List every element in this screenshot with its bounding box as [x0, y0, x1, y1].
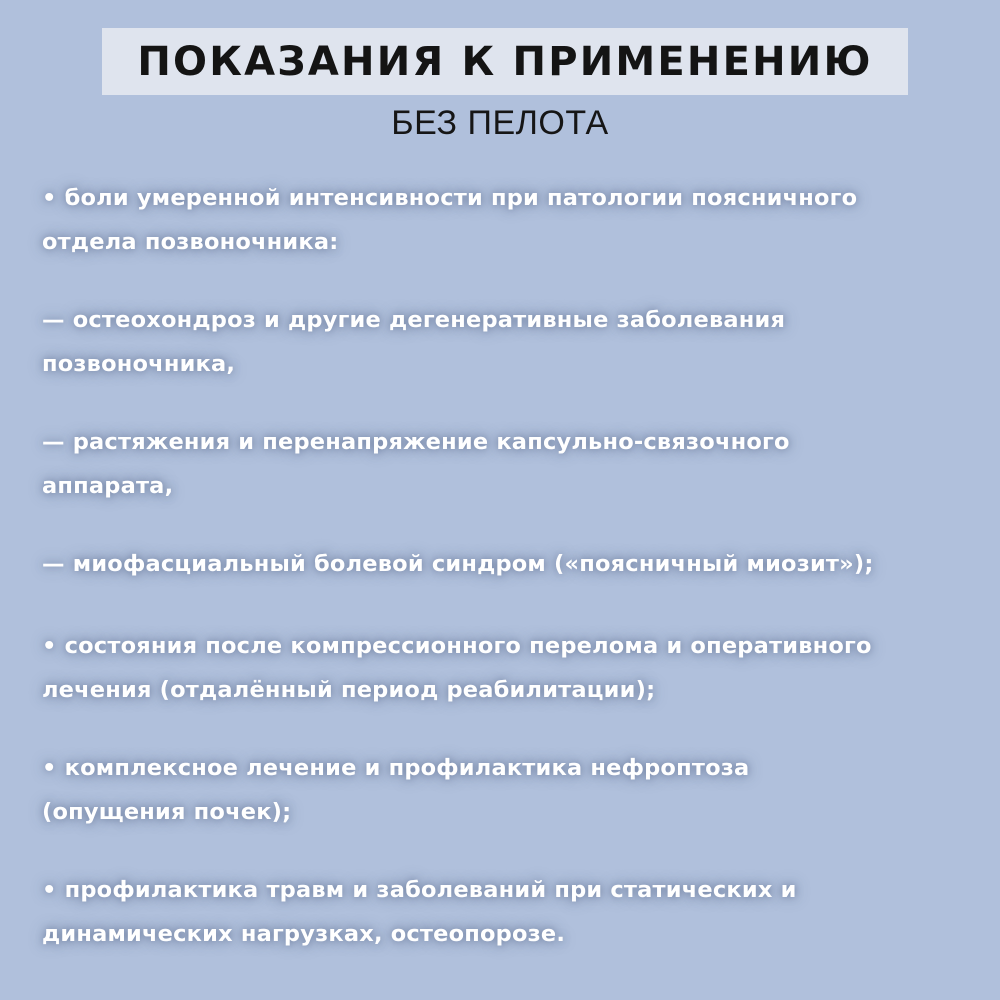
indication-item-myofascial: — миофасциальный болевой синдром («поясничный миозит»);	[42, 551, 874, 577]
indication-item-prevention: • профилактика травм и заболеваний при статических и динамических нагрузках, остеопорозе.	[42, 877, 797, 947]
indication-item-osteochondrosis: — остеохондроз и другие дегенеративные заболевания позвоночника,	[42, 307, 786, 377]
indication-item-sprains: — растяжения и перенапряжение капсульно-связочного аппарата,	[42, 429, 790, 499]
title-banner	[102, 28, 908, 95]
indication-item-pain: • боли умеренной интенсивности при патологии поясничного отдела позвоночника:	[42, 185, 858, 255]
indication-item-nephroptosis: • комплексное лечение и профилактика нефроптоза (опущения почек);	[42, 755, 750, 825]
page-title: ПОКАЗАНИЯ К ПРИМЕНЕНИЮ	[137, 38, 873, 85]
indication-item-fracture: • состояния после компрессионного перелома и оперативного лечения (отдалённый период реабилитации);	[42, 633, 872, 703]
page-subtitle: БЕЗ ПЕЛОТА	[391, 104, 609, 142]
